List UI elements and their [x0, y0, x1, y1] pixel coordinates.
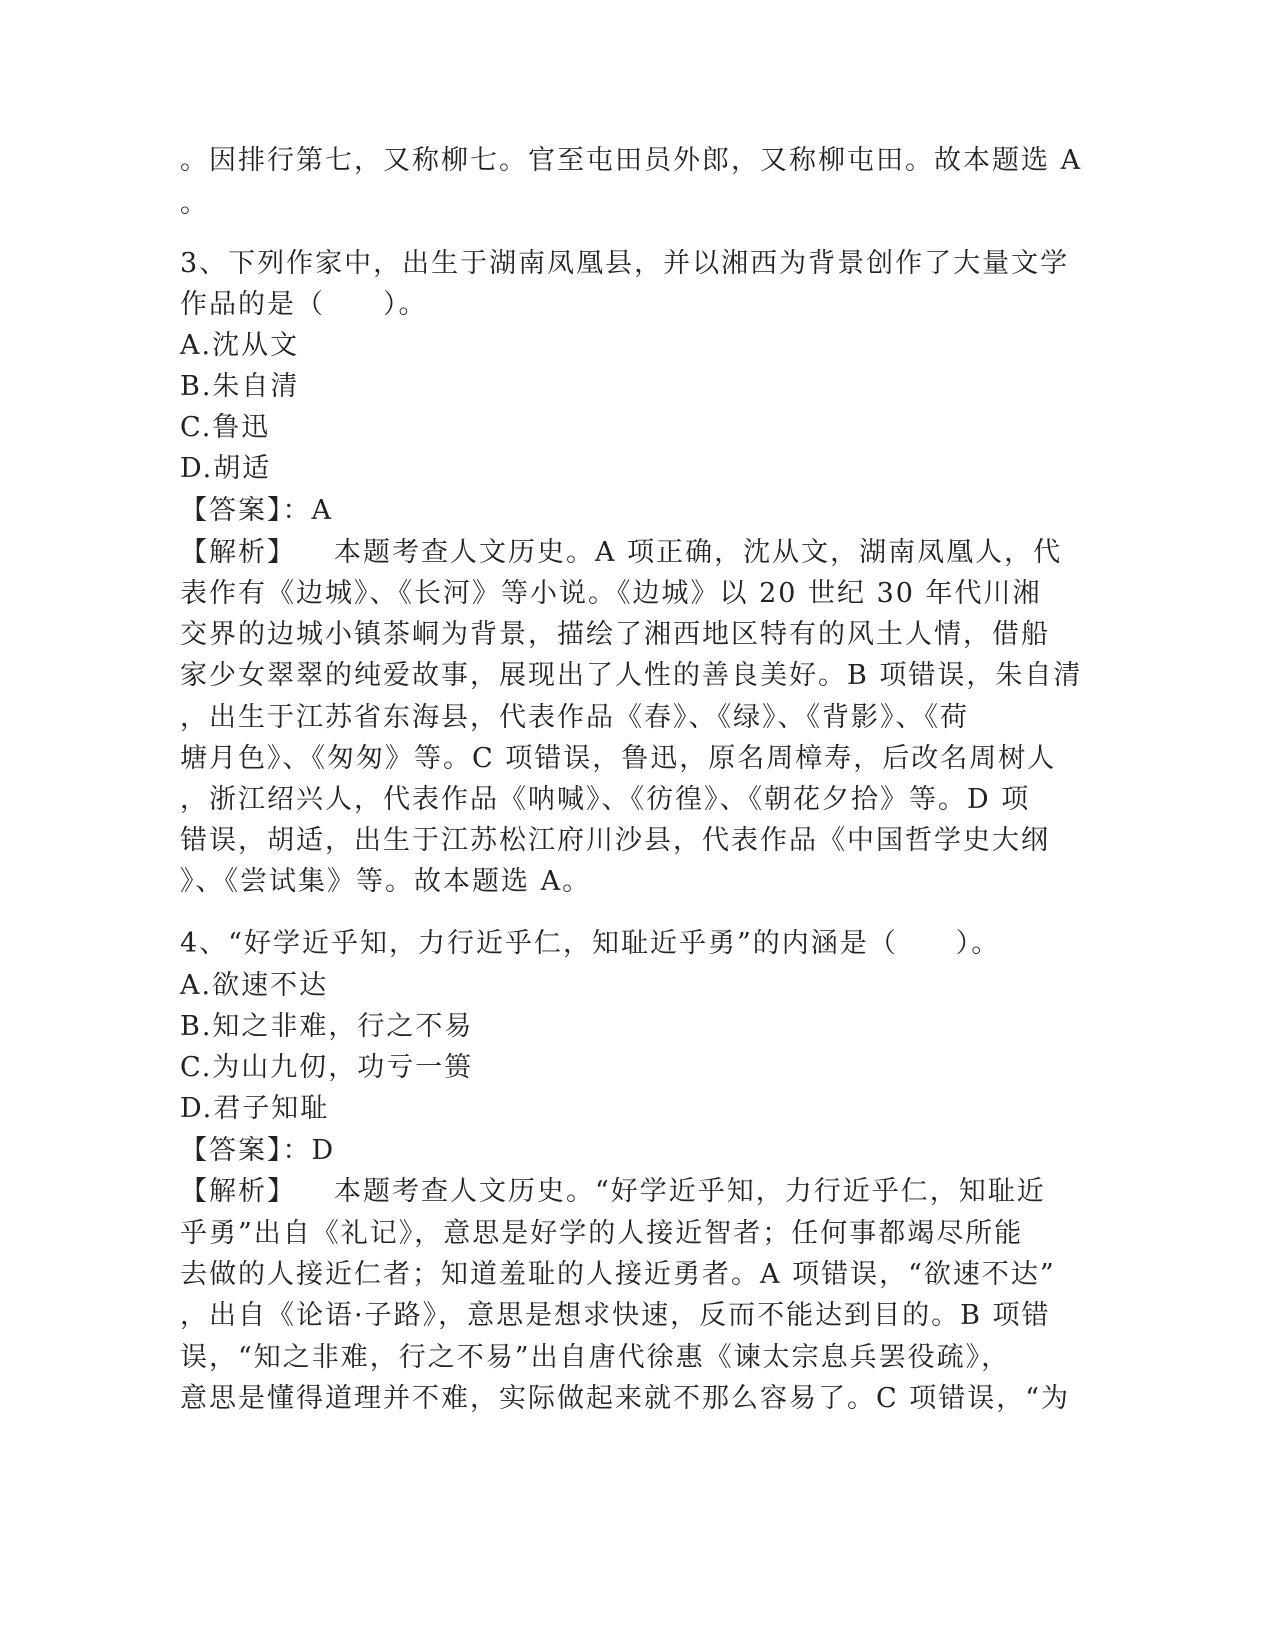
question-3-analysis-line: 交界的边城小镇茶峒为背景，描绘了湘西地区特有的风土人情，借船 [180, 619, 1050, 650]
question-3-option-b: B.朱自清 [180, 371, 300, 402]
question-3-option-a: A.沈从文 [180, 330, 300, 361]
answer-label: 【答案】： [180, 495, 312, 526]
question-4-option-b: B.知之非难，行之不易 [180, 1011, 474, 1042]
question-3-analysis-line: 错误，胡适，出生于江苏松江府川沙县，代表作品《中国哲学史大纲 [180, 825, 1050, 856]
question-4-analysis-line: 乎勇”出自《礼记》，意思是好学的人接近智者；任何事都竭尽所能 [180, 1218, 1024, 1249]
question-4-analysis-line: 误，“知之非难，行之不易”出自唐代徐惠《谏太宗息兵罢役疏》， [180, 1342, 1011, 1373]
question-4-stem: 4、“好学近乎知，力行近乎仁，知耻近乎勇”的内涵是（ ）。 [180, 928, 1001, 959]
analysis-text: 本题考查人文历史。A 项正确，沈从文，湖南凤凰人，代 [334, 537, 1063, 568]
analysis-text: 本题考查人文历史。“好学近乎知，力行近乎仁，知耻近 [334, 1176, 1046, 1207]
question-3-option-d: D.胡适 [180, 453, 272, 484]
question-3-analysis-line: ，浙江绍兴人，代表作品《呐喊》、《彷徨》、《朝花夕拾》等。D 项 [180, 784, 1031, 815]
question-3-analysis-line: ，出生于江苏省东海县，代表作品《春》、《绿》、《背影》、《荷 [180, 702, 969, 733]
question-3-analysis-line: 》、《尝试集》等。故本题选 A。 [180, 866, 592, 897]
continuation-line: 。因排行第七，又称柳七。官至屯田员外郎，又称柳屯田。故本题选 A [180, 145, 1083, 176]
analysis-label: 【解析】 [180, 537, 296, 568]
question-3-analysis-line [180, 539, 1062, 566]
answer-label: 【答案】： [180, 1135, 312, 1166]
question-4-analysis-line: 去做的人接近仁者；知道羞耻的人接近勇者。A 项错误，“欲速不达” [180, 1259, 1056, 1290]
question-4-option-d: D.君子知耻 [180, 1093, 330, 1124]
question-3-stem: 作品的是（ ）。 [180, 289, 428, 320]
question-4-analysis-line [180, 1178, 1046, 1205]
question-3-analysis-line: 表作有《边城》、《长河》等小说。《边城》以 20 世纪 30 年代川湘 [180, 578, 1042, 609]
continuation-line: 。 [180, 188, 209, 219]
question-3-analysis-line: 家少女翠翠的纯爱故事，展现出了人性的善良美好。B 项错误，朱自清 [180, 660, 1083, 691]
question-3-analysis-line: 塘月色》、《匆匆》等。C 项错误，鲁迅，原名周樟寿，后改名周树人 [180, 743, 1057, 774]
question-4-answer [180, 1137, 335, 1164]
question-3-answer [180, 497, 333, 524]
question-4-option-c: C.为山九仞，功亏一篑 [180, 1052, 474, 1083]
question-3-stem: 3、下列作家中，出生于湖南凤凰县，并以湘西为背景创作了大量文学 [180, 248, 1070, 279]
answer-value: D [311, 1135, 336, 1166]
answer-value: A [311, 495, 333, 526]
analysis-label: 【解析】 [180, 1176, 296, 1207]
question-3-option-c: C.鲁迅 [180, 412, 271, 443]
question-4-option-a: A.欲速不达 [180, 970, 329, 1001]
question-4-analysis-line: 意思是懂得道理并不难，实际做起来就不那么容易了。C 项错误，“为 [180, 1383, 1071, 1414]
question-4-analysis-line: ，出自《论语·子路》，意思是想求快速，反而不能达到目的。B 项错 [180, 1300, 1051, 1331]
